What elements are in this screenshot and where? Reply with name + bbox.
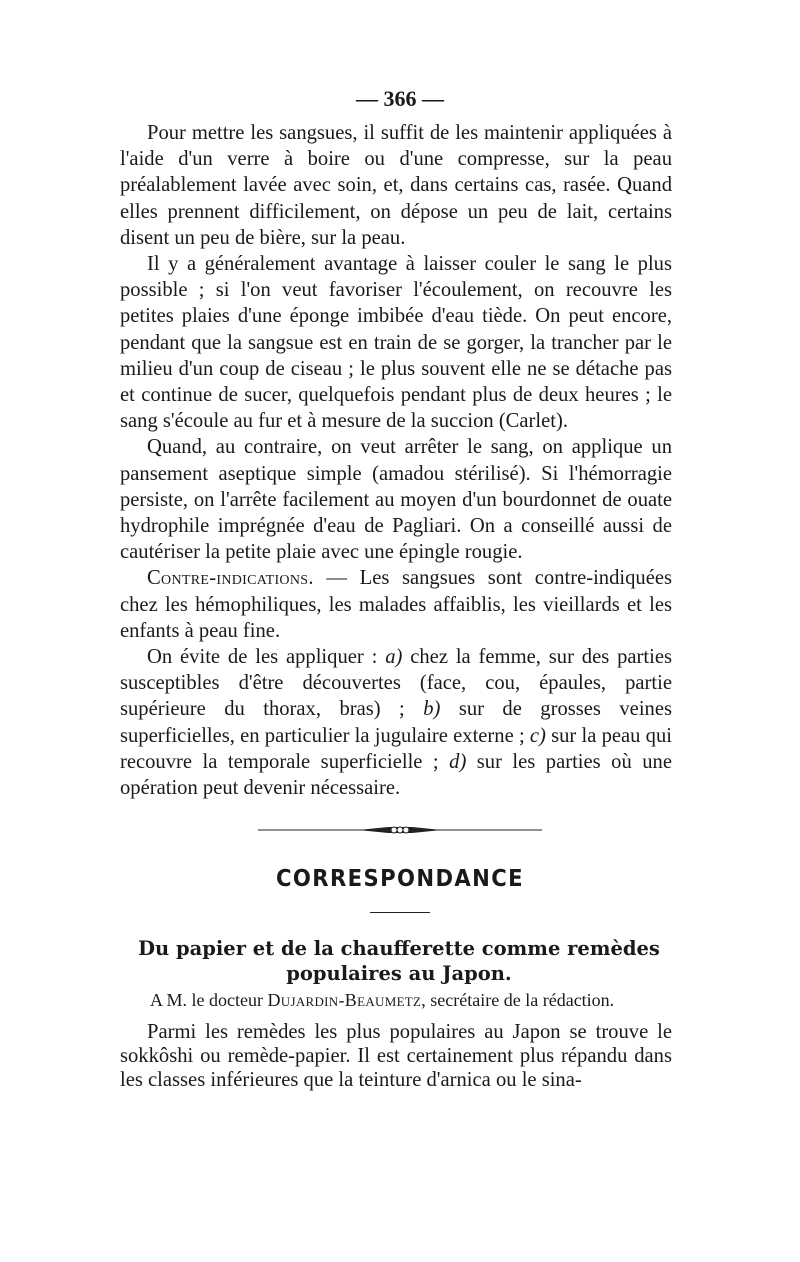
evite-text-5: sur les parties où une opération peut devenir nécessaire.	[120, 750, 672, 800]
letter-text	[120, 1020, 672, 1092]
item-d-marker: d)	[449, 750, 467, 773]
paragraph-application: Pour mettre les sangsues, il suffit de les maintenir appliquées à l'aide d'un verre à boire ou d'une compresse, sur la peau préalablement lavée avec soin, et, dans certains cas, rasée. Quand elles prennent difficilement, on dépose un peu de lait, certains disent un peu de bière, sur la peau.	[120, 122, 672, 249]
section-title: CORRESPONDANCE	[276, 866, 524, 892]
address-suffix: , secrétaire de la rédaction.	[421, 990, 615, 1010]
evite-text-1: On évite de les appliquer :	[147, 646, 386, 669]
paragraph-contre-indications	[120, 565, 672, 644]
main-text	[120, 120, 672, 801]
item-b-marker: b)	[423, 698, 441, 721]
article-title: Du papier et de la chaufferette comme remèdes populaires au Japon.	[138, 937, 660, 985]
contre-indications-text: — Les sangsues sont contre-indiquées chez les hémophiliques, les malades affaiblis, les vieillards et les enfants à peau fine.	[120, 567, 672, 642]
contre-indications-label: Contre-indications.	[147, 567, 314, 590]
page-number: — 366 —	[356, 86, 444, 111]
evite-text-4: sur la peau qui recouvre la temporale superficielle ;	[120, 724, 672, 773]
address-name: Dujardin-Beaumetz	[267, 990, 422, 1010]
short-rule	[370, 912, 430, 913]
address-prefix: A M. le docteur	[150, 990, 268, 1010]
evite-text-2: chez la femme, sur des parties susceptibles d'être découvertes (face, cou, épaules, partie supérieure du thorax, bras) ;	[120, 646, 673, 721]
paragraph-eviter	[120, 644, 672, 801]
item-a-marker: a)	[385, 646, 403, 669]
paragraph-ecoulement: Il y a généralement avantage à laisser couler le sang le plus possible ; si l'on veut favoriser l'écoulement, on recouvre les petites plaies d'une éponge imbibée d'eau tiède. On peut encore, pendant que la sangsue est en train de se gorger, la trancher par le milieu d'un coup de ciseau ; le plus souvent elle ne se détache pas et continue de sucer, quelquefois pendant plus de deux heures ; le sang s'écoule au fur et à mesure de la succion (Carlet).	[120, 253, 672, 433]
address-line	[150, 988, 680, 1012]
evite-text-3: sur de grosses veines superficielles, en particulier la jugulaire externe ;	[120, 698, 672, 747]
item-c-marker: c)	[529, 724, 546, 747]
ornament-divider	[258, 822, 542, 838]
paragraph-arret: Quand, au contraire, on veut arrêter le sang, on applique un pansement aseptique simple (amadou stérilisé). Si l'hémorragie persiste, on l'arrête facilement au moyen d'un bourdonnet de ouate hydrophile imprégnée d'eau de Pagliari. On a conseillé aussi de cautériser la petite plaie avec une épingle rougie.	[120, 436, 672, 564]
paragraph-sokkoshi: Parmi les remèdes les plus populaires au Japon se trouve le sokkôshi ou remède-papier. Il est certainement plus répandu dans les classes inférieures que la teinture d'arnica ou le sina-	[120, 1021, 672, 1091]
